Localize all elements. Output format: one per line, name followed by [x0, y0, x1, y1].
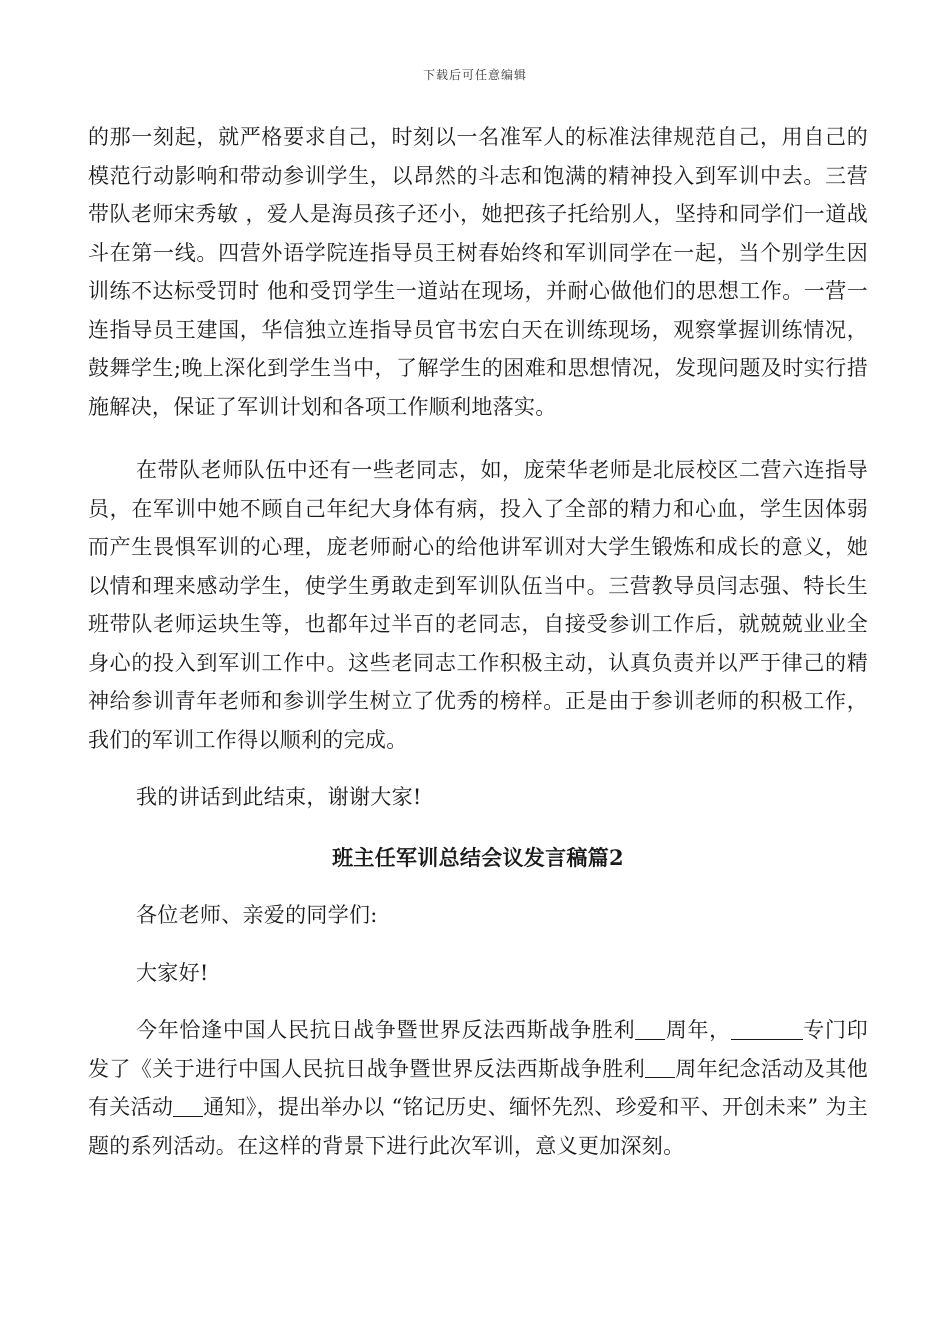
paragraph-senior-teachers: 在带队老师队伍中还有一些老同志，如，庞荣华老师是北辰校区二营六连指导员，在军训中她不顾自己年纪大身体有病，投入了全部的精力和心血，学生因体弱而产生畏惧军训的心理，庞老师耐心的给他讲军训对大学生锻炼和成长的意义，她以情和理来感动学生，使学生勇敢走到军训队伍当中。三营教导员闫志强、特长生班带队老师运块生等，也都年过半百的老同志，自接受参训工作后，就兢兢业业全身心的投入到军训工作中。这些老同志工作积极主动，认真负责并以严于律己的精神给参训青年老师和参训学生树立了优秀的榜样。正是由于参训老师的积极工作，我们的军训工作得以顺利的完成。 [88, 458, 868, 752]
greeting: 大家好! [136, 960, 209, 985]
salutation: 各位老师、亲爱的同学们: [136, 903, 378, 927]
paragraph-continuation: 的那一刻起，就严格要求自己，时刻以一名准军人的标准法律规范自己，用自己的模范行动影响和带动参训学生，以昂然的斗志和饱满的精神投入到军训中去。三营带队老师宋秀敏 ，爱人是海员孩子还小，她把孩子托给别人，坚持和同学们一道战斗在第一线。四营外语学院连指导员王树春始终和军训同学在一起，当个别学生因训练不达标受罚时 他和受罚学生一道站在现场，并耐心做他们的思想工作。一营一连指导员王建国，华信独立连指导员官书宏白天在训练现场，观察掌握训练情况，鼓舞学生;晚上深化到学生当中，了解学生的困难和思想情况，发现问题及时实行措施解决，保证了军训计划和各项工作顺利地落实。 [88, 125, 868, 419]
anniversary-text-2: 周年， [665, 1018, 731, 1042]
blank-field [645, 1056, 675, 1078]
anniversary-text-5: 通知》，提出举办以 “铭记历史、缅怀先烈、珍爱和平、开创未来” 为主题的系列活动。在这样的背景下进行此次军训，意义更加深刻。 [88, 1095, 868, 1158]
anniversary-text-1: 今年恰逢中国人民抗日战争暨世界反法西斯战争胜利 [136, 1018, 636, 1042]
blank-field [635, 1018, 665, 1040]
paragraph-anniversary [88, 1011, 868, 1165]
anniversary-text-3: 专门印发了《关于进行中国人民抗日战争暨世界反法西斯战争胜利 [88, 1018, 869, 1081]
blank-field [731, 1018, 803, 1040]
document-body [88, 118, 868, 1165]
blank-field [173, 1095, 203, 1117]
paragraph-closing: 我的讲话到此结束，谢谢大家! [136, 785, 422, 809]
page-header-note: 下载后可任意编辑 [422, 68, 527, 82]
anniversary-text-4: 周年纪念活动及其他有关活动 [88, 1056, 868, 1119]
section-title: 班主任军训总结会议发言稿篇2 [332, 844, 624, 870]
